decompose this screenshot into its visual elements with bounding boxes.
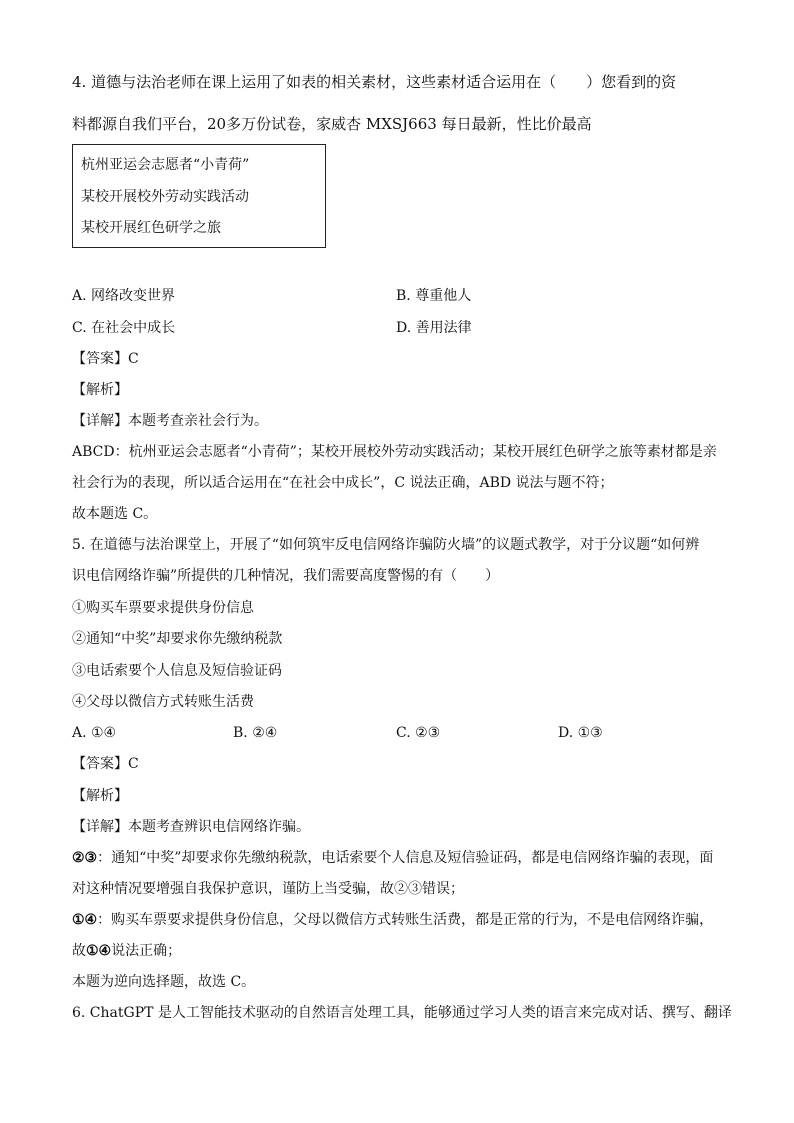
q4-material-table — [72, 144, 326, 248]
q4-explanation-line1: ABCD：杭州亚运会志愿者“小青荷”；某校开展校外劳动实践活动；某校开展红色研学之旅等素材都是亲 — [72, 444, 717, 460]
q5-exp3-tag: ①④ — [72, 912, 98, 928]
q5-explanation-line2: 对这种情况要增强自我保护意识，谨防上当受骗，故②③错误； — [72, 881, 464, 897]
q6-stem-line1: 6. ChatGPT 是人工智能技术驱动的自然语言处理工具，能够通过学习人类的语言来完成对话、撰写、翻译 — [72, 1005, 732, 1021]
q5-item-4: ④父母以微信方式转账生活费 — [72, 694, 254, 710]
q5-exp4-prefix: 故 — [72, 943, 86, 959]
q4-option-a: A. 网络改变世界 — [72, 288, 176, 304]
q4-option-d: D. 善用法律 — [396, 320, 472, 336]
q4-explanation-line3: 故本题选 C。 — [72, 506, 158, 522]
q5-option-b: B. ②④ — [233, 725, 278, 741]
q5-explanation-line5: 本题为逆向选择题，故选 C。 — [72, 974, 256, 990]
q5-item-1: ①购买车票要求提供身份信息 — [72, 600, 254, 616]
q5-item-2: ②通知“中奖”却要求你先缴纳税款 — [72, 631, 283, 647]
q4-stem-line1: 4. 道德与法治老师在课上运用了如表的相关素材，这些素材适合运用在（ ）您看到的资 — [72, 73, 677, 91]
q4-answer: 【答案】C — [72, 351, 139, 367]
q5-item-3: ③电话索要个人信息及短信验证码 — [72, 663, 282, 679]
q4-detail: 【详解】本题考查亲社会行为。 — [72, 413, 268, 429]
q5-exp1-text: ：通知“中奖”却要求你先缴纳税款，电话索要个人信息及短信验证码，都是电信网络诈骗的表现，面 — [97, 850, 714, 866]
q5-option-c: C. ②③ — [396, 725, 441, 741]
q5-explanation-line1 — [72, 848, 713, 868]
q5-exp1-tag: ②③ — [72, 850, 98, 866]
q5-analysis-heading: 【解析】 — [72, 788, 128, 804]
q5-stem-line1: 5. 在道德与法治课堂上，开展了“如何筑牢反电信网络诈骗防火墙”的议题式教学，对于分议题“如何辨 — [72, 537, 700, 553]
q5-explanation-line4 — [72, 941, 181, 961]
q5-exp4-tag: ①④ — [86, 943, 112, 959]
q5-detail: 【详解】本题考查辨识电信网络诈骗。 — [72, 819, 310, 835]
q5-exp3-text: ：购买车票要求提供身份信息，父母以微信方式转账生活费，都是正常的行为，不是电信网络诈骗， — [97, 912, 714, 928]
q4-stem-line2: 料都源自我们平台，20多万份试卷，家威杏 MXSJ663 每日最新，性比价最高 — [72, 115, 592, 133]
q4-option-b: B. 尊重他人 — [396, 288, 472, 304]
q4-option-c: C. 在社会中成长 — [72, 320, 176, 336]
q4-analysis-heading: 【解析】 — [72, 382, 128, 398]
q5-stem-line2: 识电信网络诈骗”所提供的几种情况，我们需要高度警惕的有（ ） — [72, 568, 500, 584]
q4-material-2: 某校开展校外劳动实践活动 — [81, 189, 249, 205]
q5-explanation-line3 — [72, 910, 713, 930]
q5-option-a: A. ①④ — [72, 725, 117, 741]
q5-option-d: D. ①③ — [558, 725, 603, 741]
q4-material-3: 某校开展红色研学之旅 — [81, 220, 221, 236]
q4-explanation-line2: 社会行为的表现，所以适合运用在“在社会中成长”，C 说法正确，ABD 说法与题不符； — [72, 475, 614, 491]
q5-exp4-suffix: 说法正确； — [111, 943, 182, 959]
q5-answer: 【答案】C — [72, 756, 139, 772]
q4-material-1: 杭州亚运会志愿者“小青荷” — [81, 157, 250, 173]
